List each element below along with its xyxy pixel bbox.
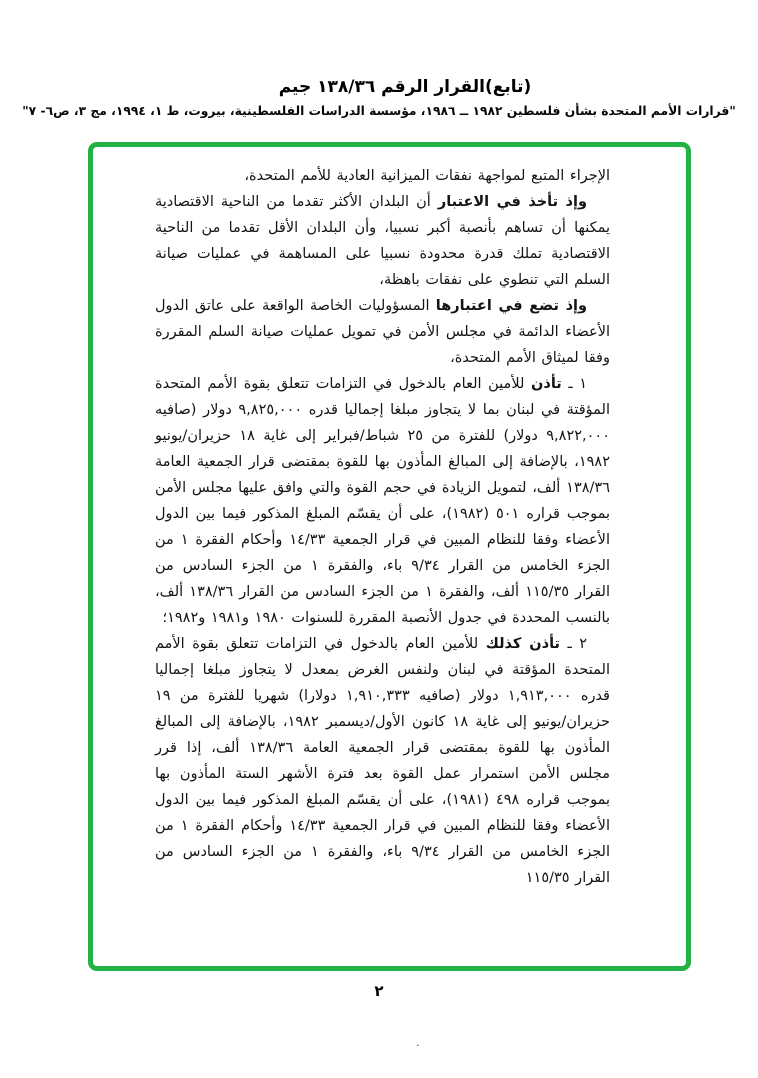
resolution-text — [93, 147, 686, 966]
page-title: (تابع)القرار الرقم ١٣٨/٣٦ جيم — [278, 77, 532, 97]
paragraph — [155, 371, 610, 631]
content-frame — [88, 142, 691, 971]
paragraph-number: ٢ ـ — [560, 636, 588, 652]
footer-dot: . — [416, 1036, 420, 1049]
paragraph-body: للأمين العام بالدخول في التزامات تتعلق بقوة الأمم المتحدة المؤقتة في لبنان بما لا يتجاوز مبلغا إجماليا قدره ٩,٨٢٥,٠٠٠ دولار (صافيه ٩,٨٢٢,٠٠٠ دولار) للفترة من ٢٥ شباط/فبراير إلى غاية ١٨ حزيران/يونيو ١٩٨٢، بالإضافة إلى المبالغ المأذون بها للقوة بمقتضى قرار الجمعية العامة ١٣٨/٣٦ ألف، لتمويل الزيادة في حجم القوة والتي وافق عليها مجلس الأمن بموجب قراره ٥٠١ (١٩٨٢)، على أن يقسّم المبلغ المذكور فيما بين الدول الأعضاء وفقا للنظام المبين في قرار الجمعية ١٤/٣٣ وأحكام الفقرة ١ من الجزء الخامس من القرار ٩/٣٤ باء، والفقرة ١ من الجزء السادس من القرار ١١٥/٣٥ ألف، والفقرة ١ من الجزء السادس من القرار ١٣٨/٣٦ ألف، بالنسب المحددة في جدول الأنصبة المقررة للسنوات ١٩٨٠ و١٩٨١ و١٩٨٢؛ — [155, 376, 611, 626]
paragraph-lead: وإذ تضع في اعتبارها — [435, 298, 587, 314]
paragraph — [155, 631, 610, 891]
paragraph — [155, 163, 610, 189]
paragraph — [155, 293, 610, 371]
paragraph-body: للأمين العام بالدخول في التزامات تتعلق بقوة الأمم المتحدة المؤقتة في لبنان ولنفس الغرض بمعدل لا يتجاوز مبلغا إجماليا قدره ١,٩١٣,٠٠٠ دولار (صافيه ١,٩١٠,٣٣٣ دولارا) شهريا للفترة من ١٩ حزيران/يونيو إلى غاية ١٨ كانون الأول/ديسمبر ١٩٨٢، بالإضافة إلى المبالغ المأذون بها للقوة بمقتضى قرار الجمعية العامة ١٣٨/٣٦ ألف، إذا قرر مجلس الأمن استمرار عمل القوة بعد فترة الأشهر الستة المأذون بها بموجب قراره ٤٩٨ (١٩٨١)، على أن يقسّم المبلغ المذكور فيما بين الدول الأعضاء وفقا للنظام المبين في قرار الجمعية ١٤/٣٣ وأحكام الفقرة ١ من الجزء الخامس من القرار ٩/٣٤ باء، والفقرة ١ من الجزء السادس من القرار ١١٥/٣٥ — [155, 636, 611, 886]
paragraph-lead: وإذ تأخذ في الاعتبار — [437, 194, 587, 210]
paragraph — [155, 189, 610, 293]
paragraph-lead: تأذن كذلك — [485, 636, 560, 652]
paragraph-lead: تأذن — [531, 376, 562, 392]
paragraph-body: الإجراء المتبع لمواجهة نفقات الميزانية العادية للأمم المتحدة، — [244, 168, 610, 184]
page-number: ٢ — [374, 982, 384, 1000]
paragraph-body: المسؤوليات الخاصة الواقعة على عاتق الدول الأعضاء الدائمة في مجلس الأمن في تمويل عمليات صيانة السلم المقررة وفقا لميثاق الأمم المتحدة، — [155, 298, 610, 366]
citation-line: "قرارات الأمم المتحدة بشأن فلسطين ١٩٨٢ ــ ١٩٨٦، مؤسسة الدراسات الفلسطينية، بيروت، ط ١، ١٩٩٤، مج ٣، ص٦- ٧" — [22, 104, 736, 118]
paragraph-body: أن البلدان الأكثر تقدما من الناحية الاقتصادية يمكنها أن تساهم بأنصبة أكبر نسبيا، وأن البلدان الأقل تقدما من الناحية الاقتصادية تملك قدرة محدودة نسبيا على المساهمة في عمليات صيانة السلم التي تنطوي على نفقات باهظة، — [155, 194, 610, 288]
paragraph-number: ١ ـ — [561, 376, 588, 392]
